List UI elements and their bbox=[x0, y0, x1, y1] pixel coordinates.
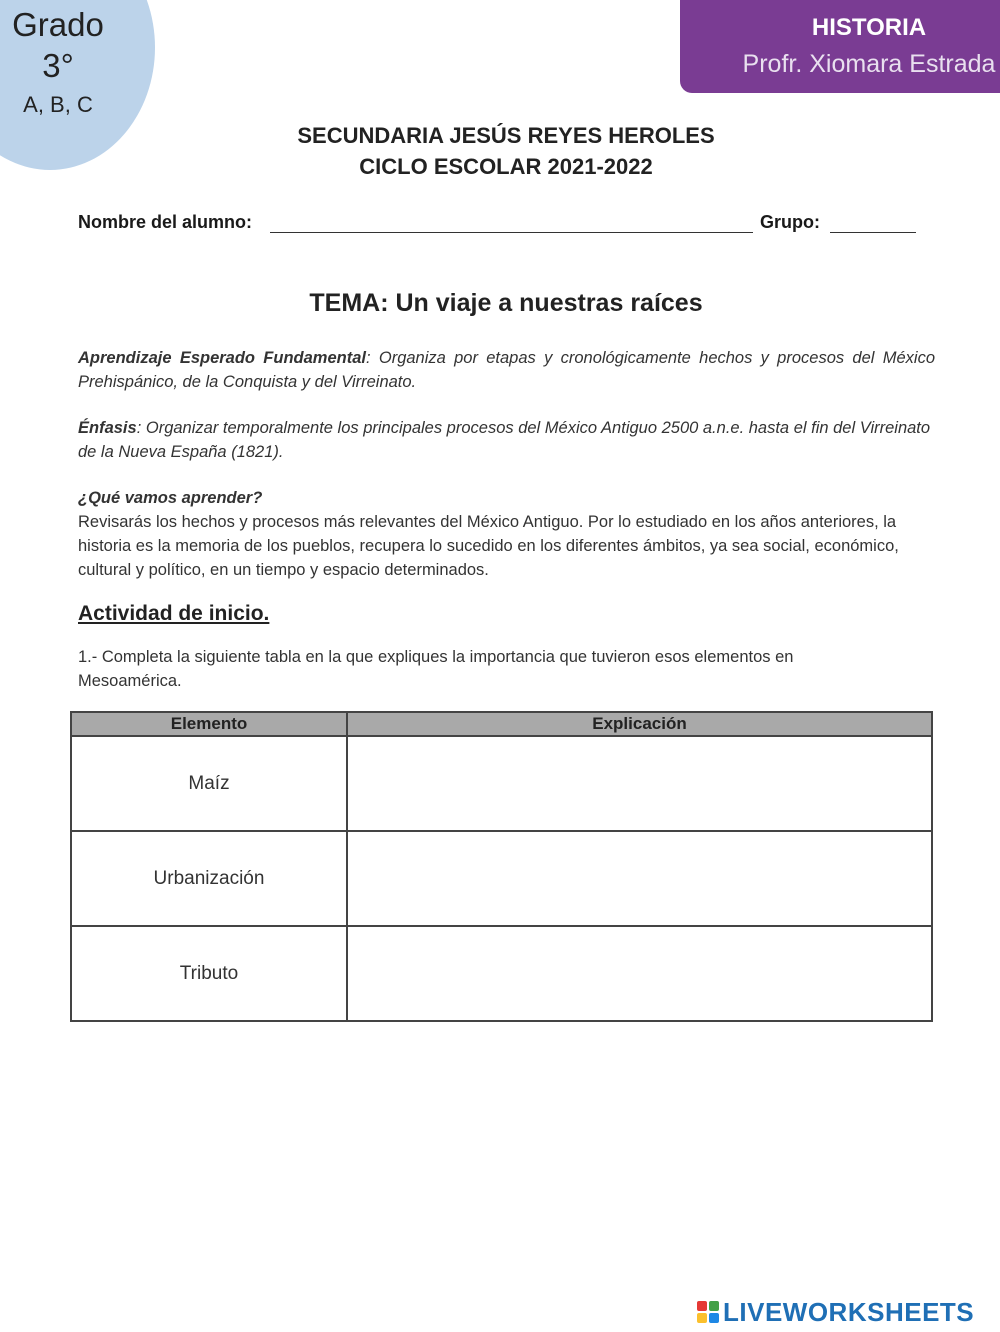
student-name-field[interactable] bbox=[270, 232, 753, 233]
elements-table bbox=[70, 711, 933, 1022]
explanation-cell[interactable] bbox=[347, 831, 932, 926]
table-row bbox=[71, 831, 932, 926]
activity-instruction: 1.- Completa la siguiente tabla en la que expliques la importancia que tuvieron esos elementos en Mesoamérica. bbox=[78, 648, 794, 690]
element-cell: Maíz bbox=[71, 736, 347, 831]
logo-square-icon bbox=[709, 1301, 719, 1311]
group-field[interactable] bbox=[830, 232, 916, 233]
learning-paragraph bbox=[78, 346, 935, 394]
learning-label: Aprendizaje Esperado Fundamental bbox=[78, 349, 366, 367]
teacher-name: Profr. Xiomara Estrada bbox=[742, 50, 996, 78]
school-name: SECUNDARIA JESÚS REYES HEROLES bbox=[297, 123, 715, 148]
brand-name: LIVEWORKSHEETS bbox=[723, 1296, 975, 1327]
logo-square-icon bbox=[709, 1313, 719, 1323]
column-header-element: Elemento bbox=[71, 712, 347, 736]
liveworksheets-brand bbox=[697, 1297, 974, 1327]
activity-title: Actividad de inicio. bbox=[78, 602, 270, 625]
grade-groups: A, B, C bbox=[23, 92, 93, 117]
grade-title: Grado bbox=[12, 6, 104, 43]
grade-number: 3° bbox=[42, 47, 74, 84]
group-label: Grupo: bbox=[760, 212, 820, 232]
table-row bbox=[71, 736, 932, 831]
school-year: CICLO ESCOLAR 2021-2022 bbox=[359, 154, 653, 179]
table-row bbox=[71, 926, 932, 1021]
student-name-label: Nombre del alumno: bbox=[78, 212, 253, 232]
what-learn-question: ¿Qué vamos aprender? bbox=[78, 489, 263, 507]
liveworksheets-logo-icon bbox=[697, 1301, 719, 1323]
logo-square-icon bbox=[697, 1301, 707, 1311]
emphasis-label: Énfasis bbox=[78, 419, 137, 437]
learning-text: : Organiza por etapas y cronológicamente hechos y procesos del México Prehispánico, de la Conquista y del Virreinato. bbox=[78, 349, 936, 391]
what-learn-text: Revisarás los hechos y procesos más relevantes del México Antiguo. Por lo estudiado en los años anteriores, la historia es la memoria de los pueblos, recupera lo sucedido en los diferentes ámbitos, ya sea social, económico, cultural y político, en un tiempo y espacio determinados. bbox=[78, 513, 899, 579]
explanation-cell[interactable] bbox=[347, 736, 932, 831]
explanation-cell[interactable] bbox=[347, 926, 932, 1021]
topic-title: TEMA: Un viaje a nuestras raíces bbox=[309, 289, 703, 317]
element-cell: Urbanización bbox=[71, 831, 347, 926]
logo-square-icon bbox=[697, 1313, 707, 1323]
subject-name: HISTORIA bbox=[811, 14, 927, 41]
column-header-explanation: Explicación bbox=[347, 712, 932, 736]
emphasis-paragraph bbox=[78, 416, 935, 464]
subject-banner bbox=[680, 0, 1000, 93]
element-cell: Tributo bbox=[71, 926, 347, 1021]
emphasis-text: : Organizar temporalmente los principales procesos del México Antiguo 2500 a.n.e. hasta el fin del Virreinato de la Nueva España (1821). bbox=[78, 419, 931, 461]
